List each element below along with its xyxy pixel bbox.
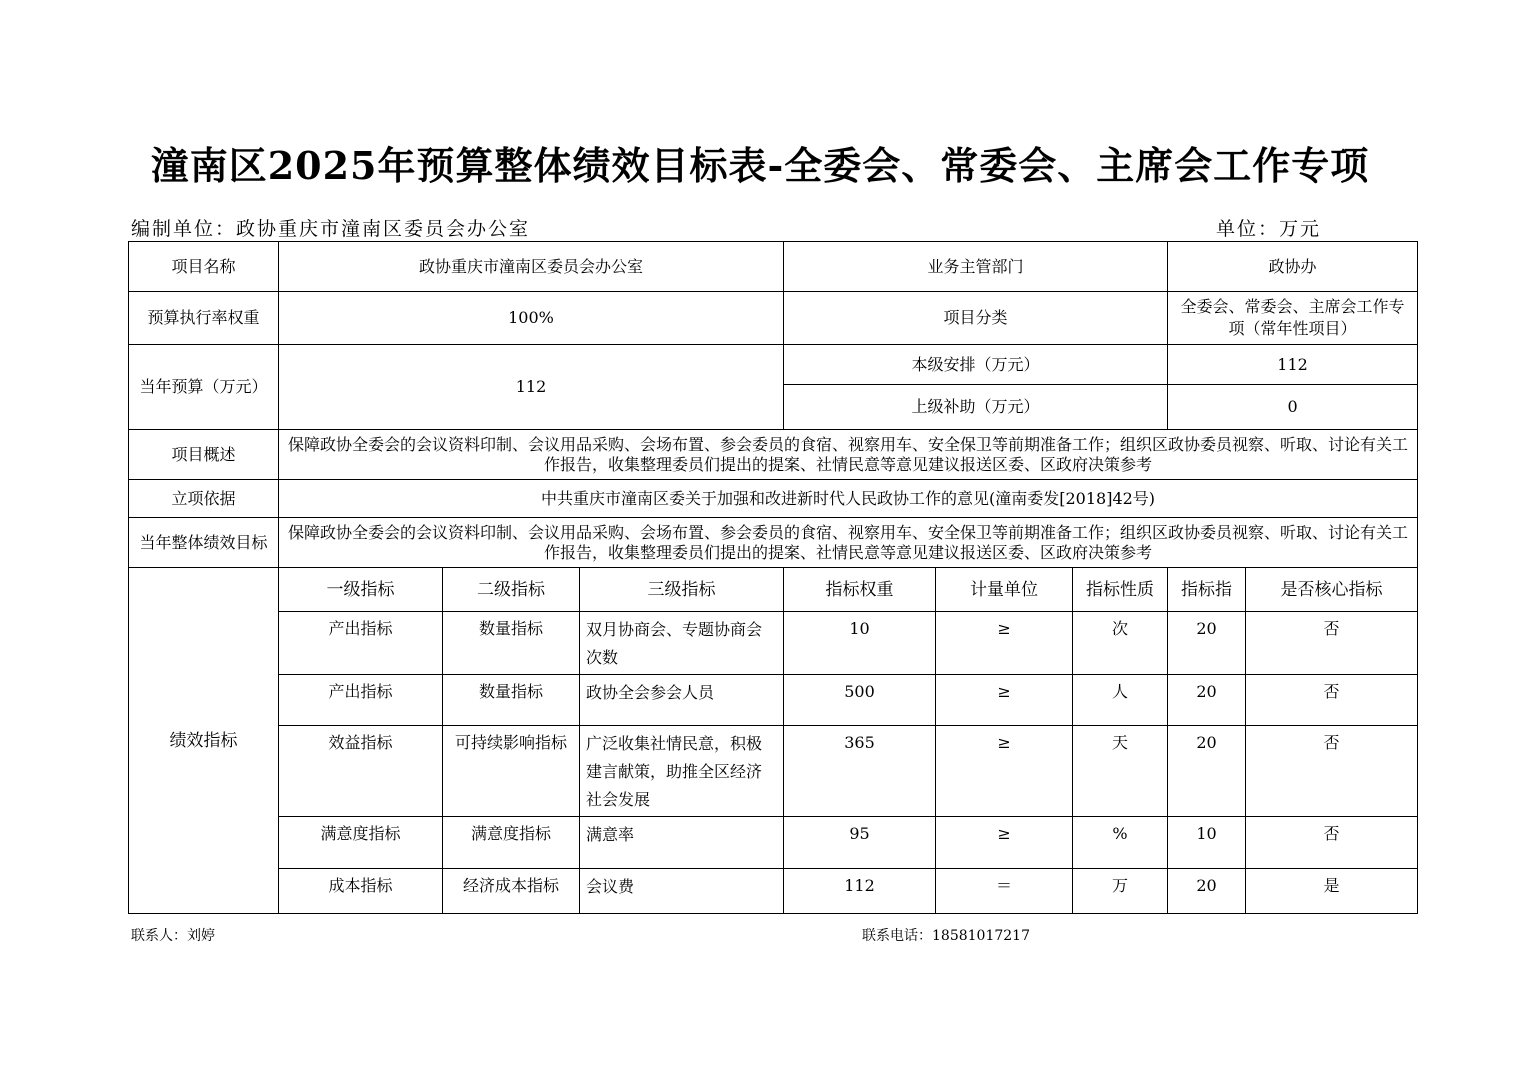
indicator-l3: 满意率 bbox=[580, 817, 784, 869]
budget-label: 当年预算（万元） bbox=[129, 345, 279, 430]
basis-value: 中共重庆市潼南区委关于加强和改进新时代人民政协工作的意见(潼南委发[2018]42号) bbox=[279, 480, 1418, 518]
indicator-op: ≥ bbox=[936, 726, 1073, 817]
indicator-unit: 万 bbox=[1073, 869, 1168, 914]
exec-rate-value: 100% bbox=[279, 292, 784, 345]
dept-value: 政协办 bbox=[1168, 242, 1418, 292]
indicator-l1: 产出指标 bbox=[279, 675, 443, 726]
indicator-l3: 双月协商会、专题协商会次数 bbox=[580, 612, 784, 675]
indicator-l2: 可持续影响指标 bbox=[443, 726, 580, 817]
indicator-op: ≥ bbox=[936, 612, 1073, 675]
indicator-l2: 数量指标 bbox=[443, 612, 580, 675]
indicator-op: ＝ bbox=[936, 869, 1073, 914]
subsidy-label: 上级补助（万元） bbox=[784, 385, 1168, 430]
page-title: 潼南区2025年预算整体绩效目标表-全委会、常委会、主席会工作专项 bbox=[150, 143, 1370, 188]
indicator-val: 10 bbox=[1168, 817, 1246, 869]
table-row bbox=[129, 869, 1418, 914]
indicator-val: 20 bbox=[1168, 675, 1246, 726]
indicator-l2: 经济成本指标 bbox=[443, 869, 580, 914]
indicator-op: ≥ bbox=[936, 817, 1073, 869]
dept-label: 业务主管部门 bbox=[784, 242, 1168, 292]
indicator-l1: 效益指标 bbox=[279, 726, 443, 817]
overview-label: 项目概述 bbox=[129, 430, 279, 480]
perf-label: 绩效指标 bbox=[129, 568, 279, 914]
indicator-weight: 95 bbox=[784, 817, 936, 869]
indicator-weight: 500 bbox=[784, 675, 936, 726]
contact-phone: 联系电话：18581017217 bbox=[862, 928, 1030, 944]
indicator-header: 是否核心指标 bbox=[1246, 568, 1418, 612]
money-unit: 单位：万元 bbox=[1216, 218, 1322, 240]
indicator-val: 20 bbox=[1168, 869, 1246, 914]
indicator-l3: 广泛收集社情民意，积极建言献策，助推全区经济社会发展 bbox=[580, 726, 784, 817]
indicator-unit: 次 bbox=[1073, 612, 1168, 675]
local-label: 本级安排（万元） bbox=[784, 345, 1168, 385]
indicator-l1: 成本指标 bbox=[279, 869, 443, 914]
indicator-unit: 人 bbox=[1073, 675, 1168, 726]
indicator-header: 指标性质 bbox=[1073, 568, 1168, 612]
local-value: 112 bbox=[1168, 345, 1418, 385]
indicator-core: 否 bbox=[1246, 726, 1418, 817]
project-name-value: 政协重庆市潼南区委员会办公室 bbox=[279, 242, 784, 292]
indicator-unit: % bbox=[1073, 817, 1168, 869]
category-value: 全委会、常委会、主席会工作专项（常年性项目） bbox=[1168, 292, 1418, 345]
indicator-core: 否 bbox=[1246, 675, 1418, 726]
indicator-unit: 天 bbox=[1073, 726, 1168, 817]
table-row bbox=[129, 675, 1418, 726]
contact-person: 联系人：刘婷 bbox=[131, 928, 215, 944]
indicator-header: 计量单位 bbox=[936, 568, 1073, 612]
project-name-label: 项目名称 bbox=[129, 242, 279, 292]
indicator-weight: 112 bbox=[784, 869, 936, 914]
indicator-weight: 365 bbox=[784, 726, 936, 817]
indicator-core: 否 bbox=[1246, 817, 1418, 869]
indicator-header: 二级指标 bbox=[443, 568, 580, 612]
indicator-l1: 产出指标 bbox=[279, 612, 443, 675]
table-row bbox=[129, 726, 1418, 817]
compile-unit: 编制单位：政协重庆市潼南区委员会办公室 bbox=[131, 218, 531, 240]
indicator-core: 是 bbox=[1246, 869, 1418, 914]
performance-table bbox=[128, 241, 1418, 914]
table-row bbox=[129, 612, 1418, 675]
indicator-header: 指标权重 bbox=[784, 568, 936, 612]
indicator-l3: 会议费 bbox=[580, 869, 784, 914]
indicator-op: ≥ bbox=[936, 675, 1073, 726]
indicator-header: 指标指 bbox=[1168, 568, 1246, 612]
indicator-weight: 10 bbox=[784, 612, 936, 675]
goal-value: 保障政协全委会的会议资料印制、会议用品采购、会场布置、参会委员的食宿、视察用车、安全保卫等前期准备工作；组织区政协委员视察、听取、讨论有关工作报告，收集整理委员们提出的提案、社情民意等意见建议报送区委、区政府决策参考 bbox=[279, 518, 1418, 568]
category-label: 项目分类 bbox=[784, 292, 1168, 345]
subsidy-value: 0 bbox=[1168, 385, 1418, 430]
exec-rate-label: 预算执行率权重 bbox=[129, 292, 279, 345]
basis-label: 立项依据 bbox=[129, 480, 279, 518]
goal-label: 当年整体绩效目标 bbox=[129, 518, 279, 568]
indicator-l1: 满意度指标 bbox=[279, 817, 443, 869]
budget-value: 112 bbox=[279, 345, 784, 430]
indicator-l2: 数量指标 bbox=[443, 675, 580, 726]
indicator-core: 否 bbox=[1246, 612, 1418, 675]
overview-value: 保障政协全委会的会议资料印制、会议用品采购、会场布置、参会委员的食宿、视察用车、安全保卫等前期准备工作；组织区政协委员视察、听取、讨论有关工作报告，收集整理委员们提出的提案、社情民意等意见建议报送区委、区政府决策参考 bbox=[279, 430, 1418, 480]
table-row bbox=[129, 817, 1418, 869]
indicator-val: 20 bbox=[1168, 726, 1246, 817]
indicator-l2: 满意度指标 bbox=[443, 817, 580, 869]
indicator-header: 一级指标 bbox=[279, 568, 443, 612]
indicator-l3: 政协全会参会人员 bbox=[580, 675, 784, 726]
indicator-val: 20 bbox=[1168, 612, 1246, 675]
indicator-header: 三级指标 bbox=[580, 568, 784, 612]
